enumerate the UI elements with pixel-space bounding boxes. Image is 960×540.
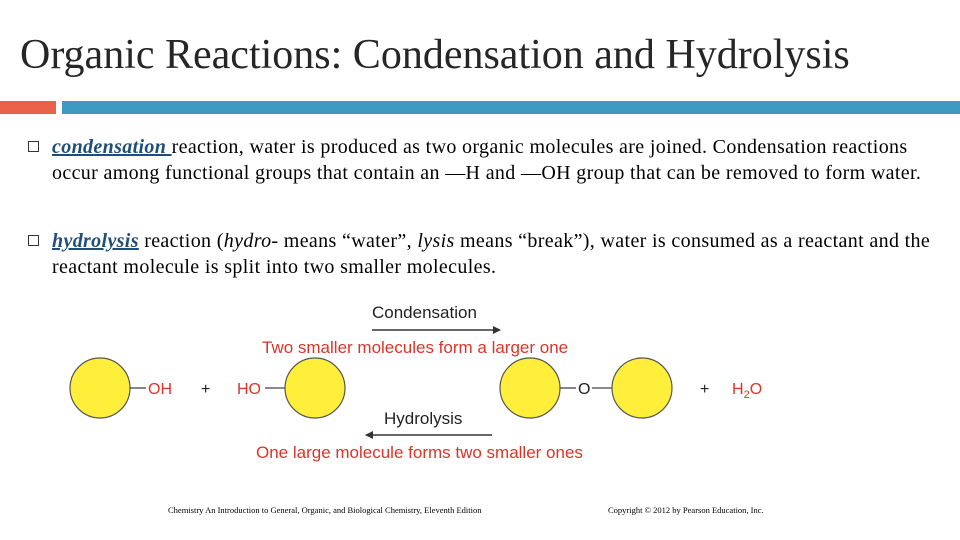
bullet-hydrolysis-text-c: means “break”), water is consumed as a reactant and the reactant molecule is split into two smaller molecules. bbox=[52, 230, 931, 278]
bullet-condensation-text: reaction, water is produced as two organic molecules are joined. Condensation reactions occur among functional groups that contain an —H and —OH group that can be removed to form water. bbox=[52, 136, 922, 184]
ho-group: HO bbox=[237, 381, 261, 398]
term-condensation: condensation bbox=[52, 136, 172, 158]
molecule-circle-4 bbox=[612, 358, 672, 418]
water-h: H bbox=[732, 381, 744, 398]
water-o: O bbox=[749, 381, 763, 398]
caption-copyright: Copyright © 2012 by Pearson Education, Inc. bbox=[608, 505, 764, 515]
water-formula bbox=[732, 381, 762, 401]
oxygen-atom: O bbox=[578, 381, 591, 398]
bullet-box-icon bbox=[28, 235, 39, 246]
bullet-hydrolysis bbox=[52, 228, 932, 280]
oh-group: OH bbox=[148, 381, 172, 398]
bullet-hydrolysis-text-b: means “water”, bbox=[278, 230, 418, 252]
term-hydrolysis: hydrolysis bbox=[52, 230, 139, 252]
bullet-hydrolysis-hydro: hydro- bbox=[223, 230, 279, 252]
bullet-condensation bbox=[52, 134, 932, 186]
title-rule-blue bbox=[62, 101, 960, 114]
water-subscript: 2 bbox=[743, 389, 750, 401]
condensation-description: Two smaller molecules form a larger one bbox=[262, 338, 569, 357]
condensation-label: Condensation bbox=[372, 303, 477, 322]
molecule-circle-2 bbox=[285, 358, 345, 418]
bullet-hydrolysis-lysis: lysis bbox=[417, 230, 455, 252]
bullet-box-icon bbox=[28, 141, 39, 152]
molecule-circle-1 bbox=[70, 358, 130, 418]
caption-source: Chemistry An Introduction to General, Organic, and Biological Chemistry, Eleventh Edition bbox=[168, 505, 482, 515]
plus-sign: + bbox=[201, 381, 211, 398]
title-rule-orange bbox=[0, 101, 56, 114]
reaction-diagram bbox=[0, 290, 960, 480]
bullet-hydrolysis-text-a: reaction ( bbox=[138, 230, 224, 252]
slide-title: Organic Reactions: Condensation and Hydrolysis bbox=[20, 32, 850, 78]
hydrolysis-label: Hydrolysis bbox=[384, 409, 463, 428]
molecule-circle-3 bbox=[500, 358, 560, 418]
hydrolysis-description: One large molecule forms two smaller ones bbox=[256, 443, 583, 462]
plus-sign: + bbox=[700, 381, 710, 398]
